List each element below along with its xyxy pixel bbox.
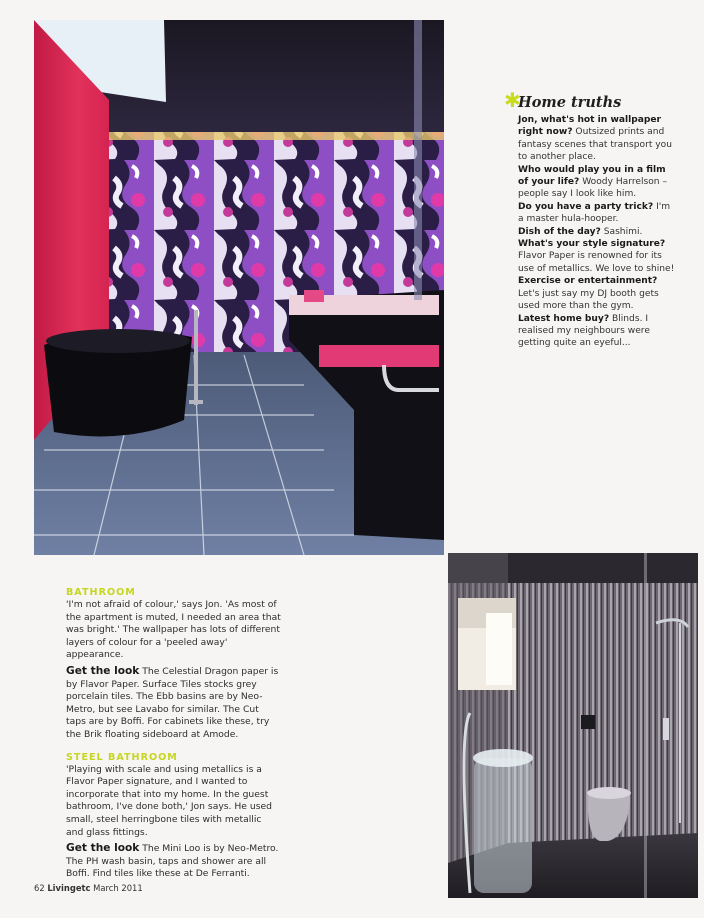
magazine-brand: Livingetc [47, 883, 91, 893]
photo-pink-bathroom [34, 20, 444, 555]
qa-item: What's your style signature? Flavor Paper is renowned for its use of metallics. We love to shine! [518, 239, 675, 274]
qa-item: Latest home buy? Blinds. I realised my neighbours were getting quite an eyeful... [518, 313, 650, 349]
bathroom-heading: BATHROOM [66, 587, 136, 598]
bathroom-intro: 'I'm not afraid of colour,' says Jon. 'As most of the apartment is muted, I needed an area that was bright.' The wallpaper has lots of different layers of colour for a 'peeled away' appearance. [66, 599, 281, 661]
steel-bathroom-heading: STEEL BATHROOM [66, 751, 178, 763]
qa-item: Dish of the day? Sashimi. [518, 226, 643, 237]
pink-bathroom-illustration [34, 20, 444, 555]
body-copy [66, 586, 281, 884]
home-truths-sidebar [504, 88, 678, 350]
issue-date: March 2011 [93, 883, 143, 893]
steel-bathroom-intro: 'Playing with scale and using metallics is a Flavor Paper signature, and I wanted to incorporate that into my home. In the guest bathroom, I've done both,' Jon says. He used small, steel herringbone tiles with metallic and glass fittings. [66, 763, 272, 838]
page-footer [34, 883, 143, 893]
home-truths-title: Home truths [518, 94, 622, 111]
bathroom-get-the-look: Get the look The Celestial Dragon paper is by Flavor Paper. Surface Tiles stocks grey porcelain tiles. The Ebb basins are by Neo-Metro, but see Lavabo for similar. The Cut taps are by Boffi. For cabinets like these, try the Brik floating sideboard at Amode. [66, 664, 279, 740]
page-number: 62 [34, 883, 45, 893]
photo-steel-bathroom [448, 553, 698, 898]
asterisk-icon: ✱ [504, 88, 521, 112]
qa-item: Exercise or entertainment? Let's just say my DJ booth gets used more than the gym. [518, 276, 659, 312]
steel-bathroom-illustration [448, 553, 698, 898]
qa-item: Jon, what's hot in wallpaper right now? Outsized prints and fantasy scenes that transport you to another place. [518, 115, 672, 163]
qa-item: Do you have a party trick? I'm a master hula-hooper. [518, 201, 671, 225]
steel-bathroom-get-the-look: Get the look The Mini Loo is by Neo-Metro. The PH wash basin, taps and shower are all Boffi. Find tiles like these at De Ferranti. [66, 842, 279, 880]
qa-item: Who would play you in a film of your life? Woody Harrelson – people say I look like him. [518, 164, 668, 200]
